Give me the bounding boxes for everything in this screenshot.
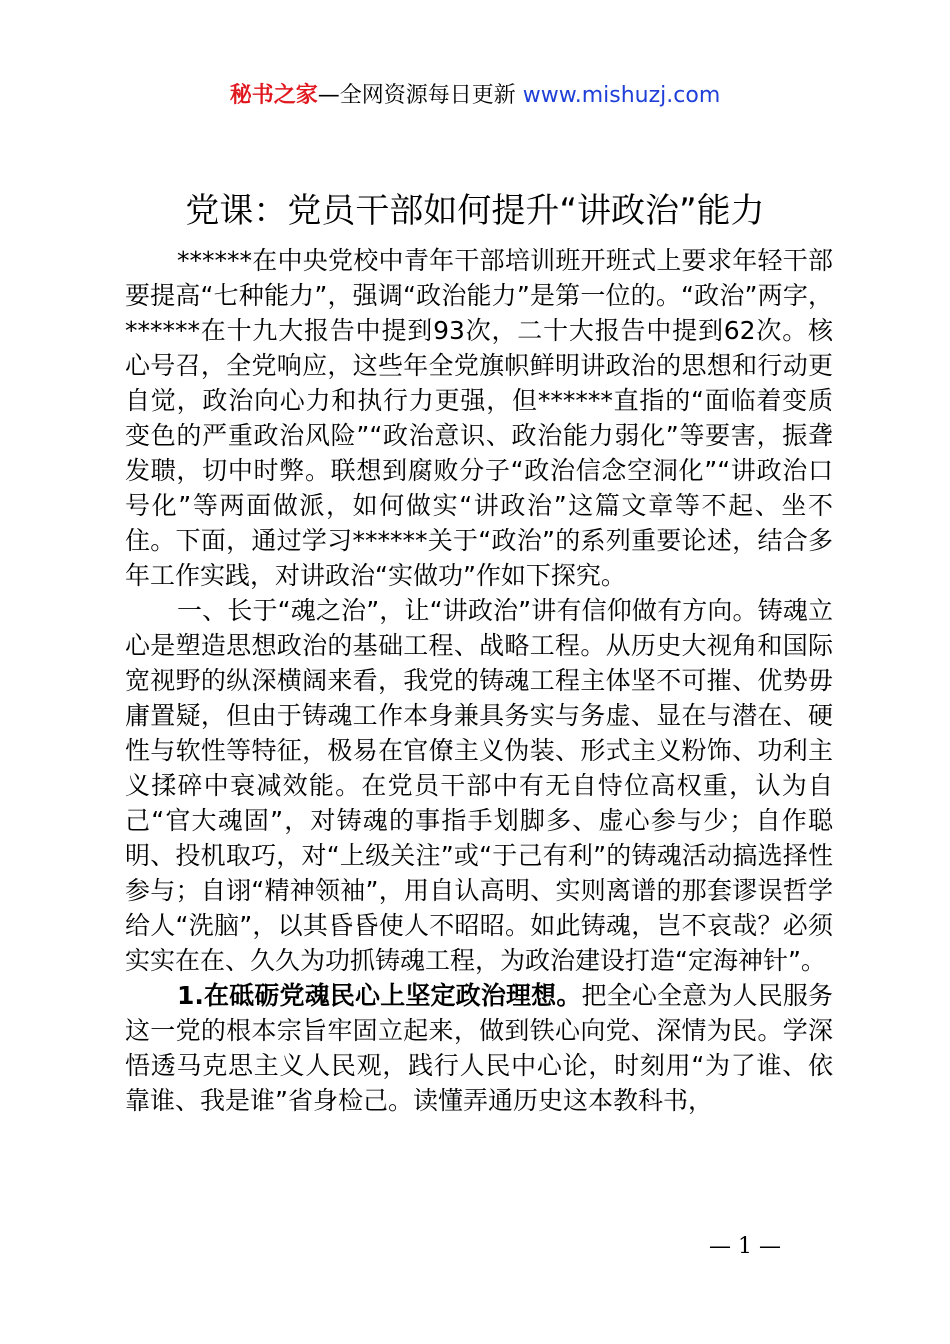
site-url-link[interactable]: www.mishuzj.com [522,83,721,108]
document-body [125,243,833,1118]
site-slogan: —全网资源每日更新 [317,83,523,108]
subsection-one-heading: 1.在砥砺党魂民心上坚定政治理想。 [177,981,582,1010]
subsection-one-text: 把全心全意为人民服务这一党的根本宗旨牢固立起来，做到铁心向党、深情为民。学深悟透马克思主义人民观，践行人民中心论，时刻用“为了谁、依靠谁、我是谁”省身检己。读懂弄通历史这本教科书， [125,981,833,1115]
subsection-one-paragraph [125,978,833,1118]
page-number: — 1 — [709,1234,781,1259]
site-name: 秘书之家 [229,83,318,108]
intro-paragraph: ******在中央党校中青年干部培训班开班式上要求年轻干部要提高“七种能力”，强调“政治能力”是第一位的。“政治”两字，******在十九大报告中提到93次，二十大报告中提到62次。核心号召，全党响应，这些年全党旗帜鲜明讲政治的思想和行动更自觉，政治向心力和执行力更强，但******直指的“面临着变质变色的严重政治风险”“政治意识、政治能力弱化”等要害，振聋发聩，切中时弊。联想到腐败分子“政治信念空洞化”“讲政治口号化”等两面做派，如何做实“讲政治”这篇文章等不起、坐不住。下面，通过学习******关于“政治”的系列重要论述，结合多年工作实践，对讲政治“实做功”作如下探究。 [125,246,834,590]
site-header [0,80,950,112]
section-one-paragraph: 一、长于“魂之治”，让“讲政治”讲有信仰做有方向。铸魂立心是塑造思想政治的基础工程、战略工程。从历史大视角和国际宽视野的纵深横阔来看，我党的铸魂工程主体坚不可摧、优势毋庸置疑，但由于铸魂工作本身兼具务实与务虚、显在与潜在、硬性与软性等特征，极易在官僚主义伪装、形式主义粉饰、功利主义揉碎中衰减效能。在党员干部中有无自恃位高权重，认为自己“官大魂固”，对铸魂的事指手划脚多、虚心参与少；自作聪明、投机取巧，对“上级关注”或“于己有利”的铸魂活动搞选择性参与；自诩“精神领袖”，用自认高明、实则离谱的那套谬误哲学给人“洗脑”，以其昏昏使人不昭昭。如此铸魂，岂不哀哉？必须实实在在、久久为功抓铸魂工程，为政治建设打造“定海神针”。 [125,596,833,975]
document-title: 党课：党员干部如何提升“讲政治”能力 [185,191,765,231]
